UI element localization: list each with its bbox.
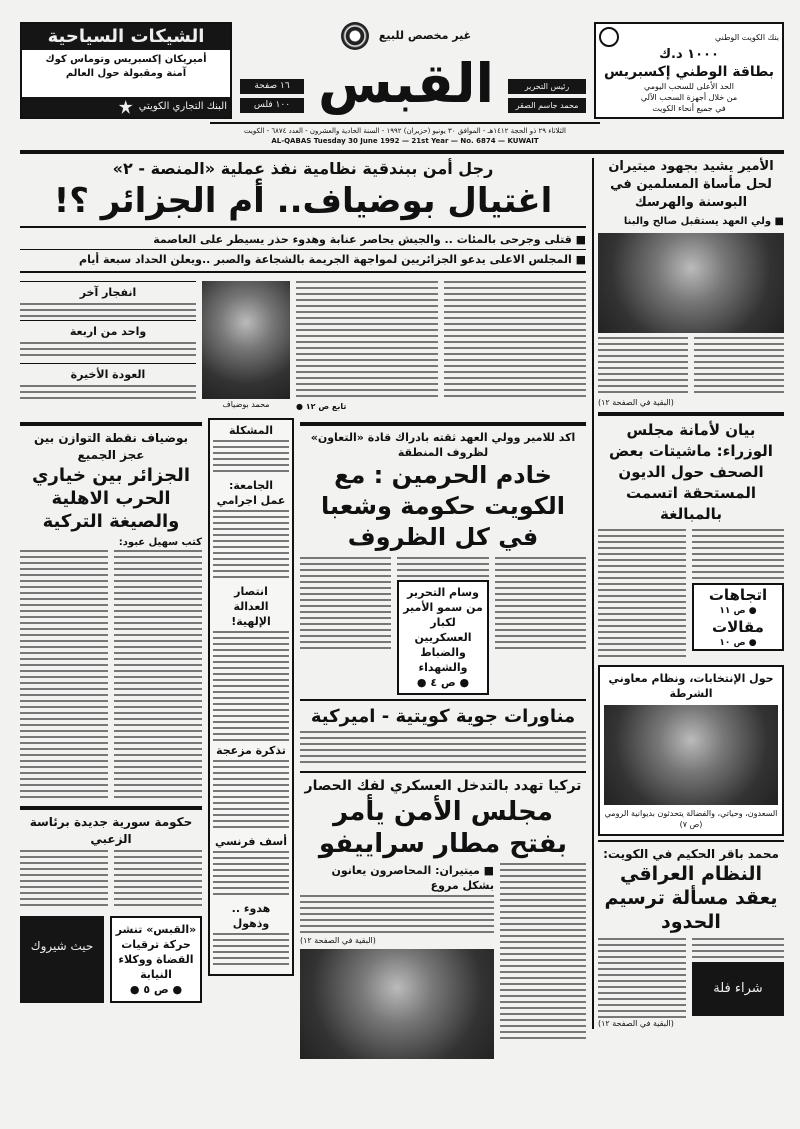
page-ref: ● ص ١٠ [719, 638, 757, 648]
masthead-rule [20, 150, 784, 154]
hakim-text [598, 938, 686, 1029]
divider [20, 271, 586, 273]
maneuvers-headline: مناورات جوية كويتية - اميركية [310, 706, 576, 727]
ad-title: بطاقة الوطني إكسبريس [603, 64, 775, 80]
article-text [213, 631, 289, 741]
nbk-logo-icon [599, 27, 619, 47]
qabas-emblem-icon [341, 22, 369, 50]
article-text [114, 850, 202, 910]
photo-caption: السعدون، وحياتي، والفضالة يتحدثون بديوانية الرومي (ص ٧) [604, 809, 778, 829]
section-title: تذكرة مزعجة [216, 744, 286, 757]
emir-photo [598, 233, 784, 333]
newspaper-logo: القبس [317, 52, 495, 115]
cabinet-headline: بيان لأمانة مجلس الوزراء: ماشيتات بعض الصحف حول الديون المستحقة اتسمت بالمبالغة [609, 421, 773, 523]
divider [20, 249, 586, 250]
sidebar-title: العودة الأخيرة [20, 363, 196, 385]
article-text [300, 557, 391, 649]
divider [20, 422, 202, 426]
article-text [598, 529, 686, 659]
haramain-headline: خادم الحرمين : مع الكويت حكومة وشعبا في كل الظروف [321, 461, 565, 551]
analysis-kicker: بوضياف نقطة التوازن بين عجز الجميع [33, 431, 189, 462]
ad-line: آمنة ومقبولة حول العالم [65, 68, 187, 79]
inside-column [692, 529, 784, 659]
text-columns [20, 850, 202, 910]
article-text [213, 851, 289, 899]
section-title: المشكلة [228, 424, 274, 437]
security-subhead: ■ ميتيران: المحاصرون يعانون بشكل مروع [331, 864, 494, 892]
promo-text: وسام التحرير من سمو الأمير لكبار العسكريين والضباط والشهداء [403, 586, 483, 674]
article-text [20, 342, 196, 360]
ad-line: من خلال أجهزة السحب الآلي [640, 93, 738, 102]
bottom-ads [20, 916, 202, 1003]
divider [300, 422, 586, 426]
text-columns [20, 550, 202, 800]
divider [300, 771, 586, 773]
editor-name: محمد جاسم الصقر [508, 98, 586, 113]
editor-block [508, 22, 586, 119]
section-title: انتصار [234, 585, 268, 598]
date-line-arabic: الثلاثاء ٢٩ ذو الحجة ١٤١٢هـ - الموافق ٣٠ يونيو (حزيران) ١٩٩٢ - السنة الحادية والعشرون - العدد ٦٨٧٤ - الكويت [244, 127, 566, 135]
security-kicker: تركيا تهدد بالتدخل العسكري لفك الحصار [304, 778, 582, 794]
article-text [692, 938, 784, 958]
ad-column [692, 938, 784, 1029]
article-text [300, 895, 494, 935]
promo-text: «القبس» تنشر حركة ترقيات القضاة ووكلاء النيابة [115, 923, 197, 981]
price-block [240, 22, 304, 119]
qabas-promo-box[interactable] [110, 916, 202, 1003]
lead-bullet: ■ المجلس الاعلى يدعو الجزائريين لمواجهة الجريمة بالشجاعة والصبر ..ويعلن الحداد سبعة أيام [79, 253, 586, 266]
reactions-column [208, 418, 294, 976]
section-link[interactable]: اتجاهات [708, 586, 768, 604]
article-text [692, 529, 784, 579]
subhead-text: ولي العهد يستقبل صالح والبنا [623, 216, 772, 227]
sidebars [20, 281, 196, 412]
continued-link[interactable]: ● تابع ص ١٢ [296, 402, 347, 411]
article-text [20, 385, 196, 403]
bank-logo-icon [119, 100, 133, 114]
box-title: حول الإنتخابات، ونظام معاوني الشرطة [608, 672, 774, 700]
medal-column [397, 557, 489, 695]
article-text [213, 760, 289, 832]
price: ١٠٠ فلس [240, 98, 304, 113]
left-column [20, 418, 202, 1003]
divider [598, 840, 784, 842]
emir-headline: الأمير يشيد بجهود ميتيران لحل مأساة المسلمين في البوسنة والهرسك [608, 159, 774, 210]
text-columns [598, 938, 784, 1029]
text-columns [296, 281, 586, 399]
logo-top [341, 22, 471, 50]
continued-link[interactable]: (البقية في الصفحة ١٢) [598, 398, 674, 407]
mitterrand-photo [300, 949, 494, 1059]
article-text [397, 557, 489, 577]
ad-amount: ١٠٠٠ د.ك [659, 47, 719, 62]
continued-link[interactable]: (البقية في الصفحة ١٢) [300, 936, 376, 945]
not-for-sale: غير مخصص للبيع [378, 29, 472, 42]
article-text [300, 731, 586, 767]
text-columns [598, 529, 784, 659]
analysis-headline: الجزائر بين خياري الحرب الاهلية والصيغة التركية [31, 465, 190, 532]
article-text [20, 303, 196, 317]
article-text [20, 850, 108, 910]
hakim-kicker: محمد باقر الحكيم في الكويت: [603, 847, 779, 861]
editor-label: رئيس التحرير [508, 79, 586, 94]
continued-link[interactable]: (البقية في الصفحة ١٢) [598, 1019, 674, 1028]
lead-headline: اغتيال بوضياف.. أم الجزائر ؟! [53, 181, 553, 221]
sidebar-title: واحد من اربعة [20, 320, 196, 342]
lead-bullet: ■ قتلى وجرحى بالمئات .. والجيش يحاصر عنابة وهدوء حذر يسيطر على العاصمة [153, 233, 586, 246]
ad-line: في جميع أنحاء الكويت [652, 104, 726, 113]
main-area [20, 158, 586, 1059]
page-ref: ● ص ١١ [719, 606, 757, 616]
bottom-left-ad: حيث شيروك [20, 916, 104, 1003]
ad-header [599, 27, 779, 47]
security-body [300, 863, 586, 1059]
byline: كتب سهيل عبود: [118, 537, 202, 548]
divider [300, 699, 586, 701]
haramain-kicker: اكد للامير وولي العهد ثقته بادراك قادة «التعاون» لظروف المنطقة [310, 431, 576, 459]
ad-line: أميريكان إكسبريس وتوماس كوك [45, 54, 207, 65]
article-text [495, 557, 586, 649]
section-title: أسف فرنسي [214, 835, 287, 848]
right-column [592, 158, 784, 1029]
security-left [300, 863, 494, 1059]
divider [20, 226, 586, 228]
article-text [500, 863, 586, 1043]
article-text [213, 510, 289, 582]
villa-ad: شراء فلة [692, 962, 784, 1016]
text-columns [300, 557, 586, 695]
elections-box [598, 665, 784, 836]
lead-kicker: رجل أمن ببندقية نظامية نفذ عملية «المنصة - ٢» [112, 159, 494, 178]
divider [20, 806, 202, 810]
lower-section [20, 418, 586, 1059]
bullet-text: المجلس الاعلى يدعو الجزائريين لمواجهة الجريمة بالشجاعة والصبر ..ويعلن الحداد سبعة أيام [79, 253, 572, 266]
bank-strip [22, 97, 230, 117]
travelers-cheques-ad [20, 22, 232, 119]
lead-body [20, 281, 586, 412]
photo-block [202, 281, 290, 412]
ad-title: الشيكات السياحية [22, 24, 230, 50]
section-title: الجامعة: [228, 479, 274, 492]
lead-text [296, 281, 586, 412]
article-text [20, 550, 108, 800]
national-bank-ad [594, 22, 784, 119]
bullet-text: قتلى وجرحى بالمئات .. والجيش يحاصر عنابة وهدوء حذر يسيطر على العاصمة [153, 233, 572, 246]
section-title: العدالة الإلهية! [231, 600, 271, 628]
center-column [300, 418, 586, 1059]
ad-line: الحد الأعلى للسحب اليومي [644, 82, 734, 91]
article-text [213, 933, 289, 969]
bank-name: البنك التجاري الكويتي [138, 101, 227, 112]
article-text [444, 281, 586, 399]
liberation-medal-box[interactable] [397, 580, 489, 695]
section-title: عمل اجرامي [216, 494, 286, 507]
article-text [598, 337, 688, 397]
inside-pages-box[interactable] [692, 583, 784, 651]
boudiaf-photo [202, 281, 290, 399]
date-line-english: AL-QABAS Tuesday 30 June 1992 — 21st Year — No. 6874 — KUWAIT [271, 137, 539, 145]
logo-block [312, 22, 500, 119]
article-text [213, 440, 289, 476]
article-text [296, 281, 438, 399]
subhead-text: ميتيران: المحاصرون يعانون بشكل مروع [331, 864, 494, 892]
page-ref: ● ص ٤ ● [416, 676, 470, 689]
section-title: هدوء .. وذهول [231, 902, 271, 930]
photo-caption: محمد بوضياف [222, 400, 270, 409]
diwaniya-photo [604, 705, 778, 805]
security-headline: مجلس الأمن يأمر بفتح مطار سراييفو [318, 797, 568, 859]
emir-subhead: ■ ولي العهد يستقبل صالح والبنا [623, 216, 784, 227]
text-columns [598, 337, 784, 397]
page-count: ١٦ صفحة [240, 79, 304, 94]
masthead [20, 22, 784, 119]
page-ref: ● ص ٥ ● [129, 983, 183, 996]
article-text [598, 938, 686, 1018]
article-text [114, 550, 202, 800]
article-text [694, 337, 784, 397]
page-body [20, 158, 784, 1059]
hakim-headline: النظام العراقي يعقد مسألة ترسيم الحدود [604, 863, 778, 933]
sidebar-title: انفجار آخر [20, 281, 196, 303]
date-block [210, 122, 600, 146]
section-link[interactable]: مقالات [712, 618, 764, 636]
ad-bank: بنك الكويت الوطني [714, 32, 779, 42]
divider [598, 412, 784, 416]
syria-headline: حكومة سورية جديدة برئاسة الزعبي [29, 815, 193, 846]
